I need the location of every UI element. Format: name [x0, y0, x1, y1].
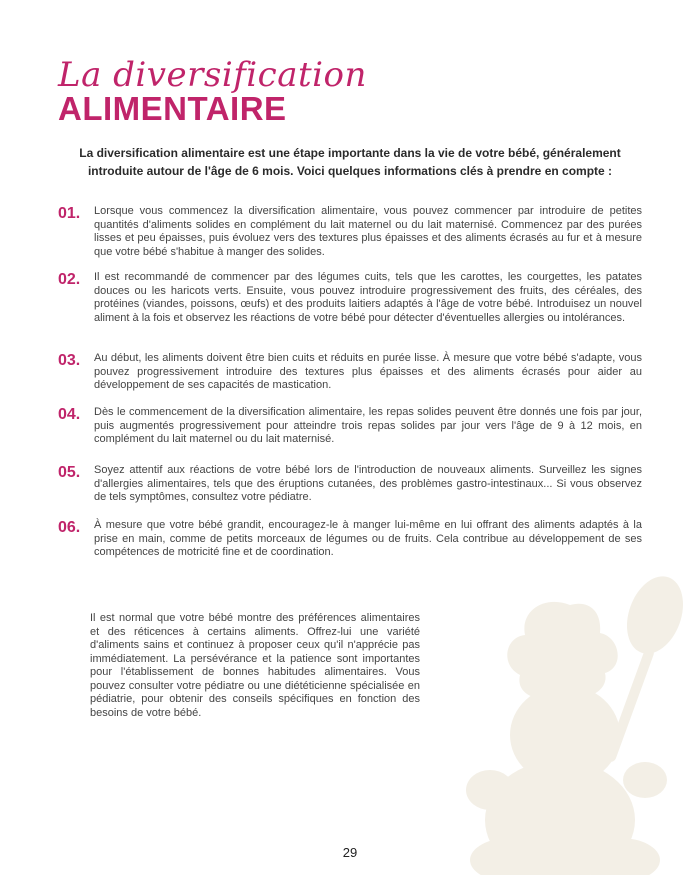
page-title-script: La diversification — [58, 55, 367, 95]
item-number: 04. — [58, 406, 81, 423]
baby-chef-silhouette — [420, 575, 700, 875]
page-number: 29 — [342, 845, 358, 860]
item-text: Lorsque vous commencez la diversification alimentaire, vous pouvez commencer par introduire de petites quantités d'aliments solides en complément du lait maternel ou du lait maternisé. Commencez par des purées lisses et peu épaisses, puis évoluez vers des textures plus épaisses et des aliments écrasés au fur et à mesure que votre bébé s'habitue à manger des solides. — [94, 205, 642, 258]
item-text: Dès le commencement de la diversification alimentaire, les repas solides peuvent être donnés une fois par jour, puis augmentés progressivement pour atteindre trois repas solides par jour vers l'âge de 9 à 12 mois, en complément du lait maternel ou du lait maternisé. — [94, 406, 642, 445]
item-number: 03. — [58, 352, 81, 369]
intro-paragraph: La diversification alimentaire est une étape importante dans la vie de votre bébé, généralement introduite autour de l'âge de 6 mois. Voici quelques informations clés à prendre en compte : — [79, 146, 621, 178]
item-number: 06. — [58, 519, 81, 536]
item-text: À mesure que votre bébé grandit, encouragez-le à manger lui-même en lui offrant des aliments adaptés à la prise en main, comme de petits morceaux de légumes ou de fruits. Cela contribue au développement de ses compétences de motricité fine et de coordination. — [94, 519, 642, 558]
item-number: 05. — [58, 464, 81, 481]
page-title-caps: ALIMENTAIRE — [58, 90, 287, 127]
closing-paragraph: Il est normal que votre bébé montre des préférences alimentaires et des réticences à certains aliments. Offrez-lui une variété d'aliments sains et continuez à proposer ceux qu'il n'apprécie pas immédiatement. La persévérance et la patience sont importantes pour l'établissement de bonnes habitudes alimentaires. Vous pouvez consulter votre pédiatre ou une diététicienne spécialisée en pédiatrie, pour obtenir des conseils spécifiques en fonction des besoins de votre bébé. — [90, 612, 420, 719]
item-text: Au début, les aliments doivent être bien cuits et réduits en purée lisse. À mesure que votre bébé s'adapte, vous pouvez progressivement introduire des textures plus épaisses et des aliments écrasés pour aider au développement de ses capacités de mastication. — [94, 352, 642, 391]
item-number: 02. — [58, 271, 81, 288]
item-text: Il est recommandé de commencer par des légumes cuits, tels que les carottes, les courgettes, les patates douces ou les haricots verts. Ensuite, vous pouvez introduire progressivement des fruits, des céréales, des protéines (viandes, poissons, œufs) et des produits laitiers adaptés à l'âge de votre bébé. Introduisez un nouvel aliment à la fois et observez les réactions de votre bébé pour détecter d'éventuelles allergies ou intolérances. — [94, 271, 642, 324]
item-text: Soyez attentif aux réactions de votre bébé lors de l'introduction de nouveaux aliments. Surveillez les signes d'allergies alimentaires, tels que des éruptions cutanées, des problèmes gastro-intestinaux... Si vous observez de tels symptômes, consultez votre pédiatre. — [94, 464, 642, 503]
item-number: 01. — [58, 205, 81, 222]
